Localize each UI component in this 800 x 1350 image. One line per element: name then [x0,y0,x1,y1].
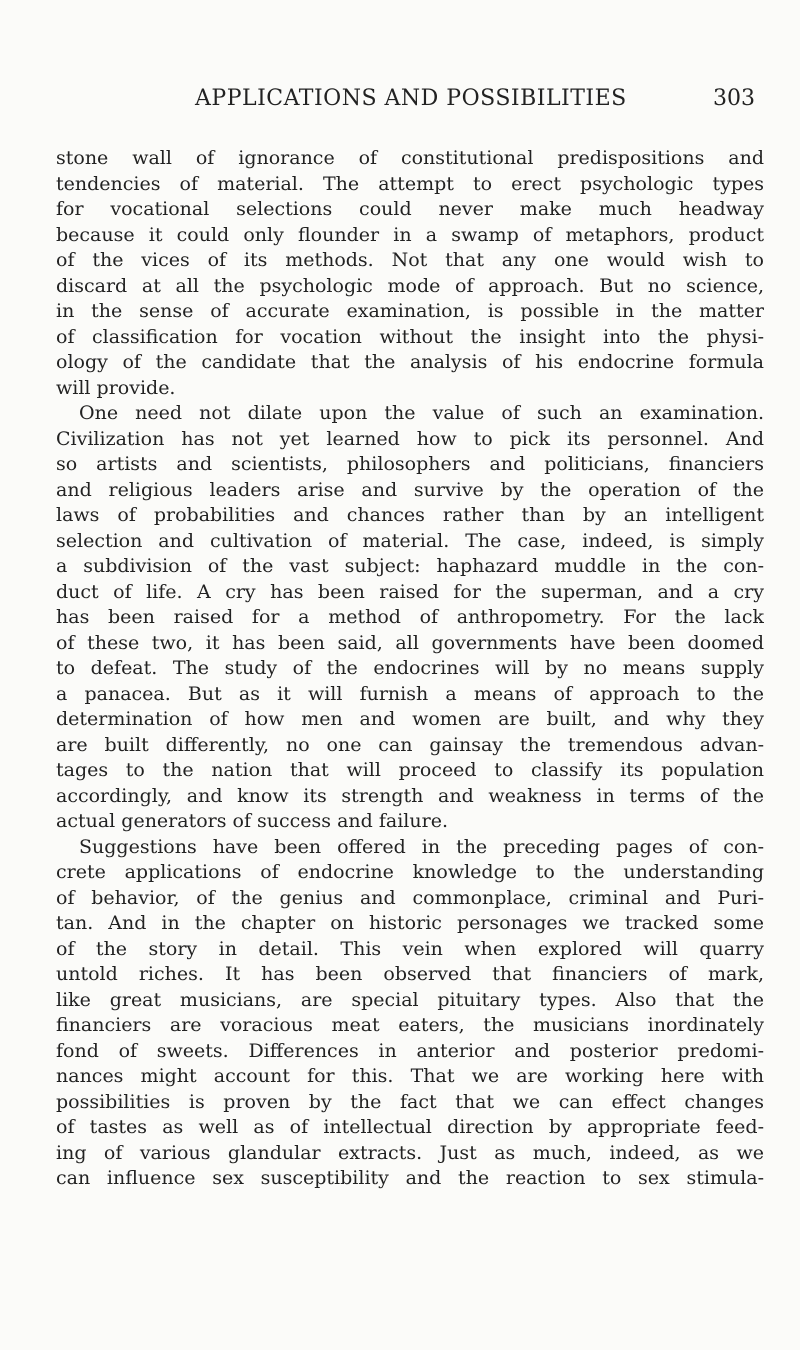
text-line: will provide. [56,376,176,399]
paragraph-1 [56,146,764,401]
text-line: are built differently, no one can gainsay the tremendous advan- [56,733,764,756]
text-line: for vocational selections could never make much headway [56,198,764,220]
text-line: of behavior, of the genius and commonplace, criminal and Puri- [56,886,764,909]
text-line: and religious leaders arise and survive by the operation of the [56,478,764,501]
text-line: actual generators of success and failure. [56,810,448,832]
text-line: has been raised for a method of anthropometry. For the lack [56,606,764,628]
text-line: ing of various glandular extracts. Just as much, indeed, as we [56,1141,764,1164]
text-line: discard at all the psychologic mode of approach. But no science, [56,274,764,297]
text-line: stone wall of ignorance of constitutional predispositions and [56,147,764,169]
text-line: nances might account for this. That we are working here with [56,1065,764,1087]
text-line: Civilization has not yet learned how to pick its personnel. And [56,427,764,450]
text-line: One need not dilate upon the value of such an examination. [79,402,764,424]
page-number: 303 [713,86,755,111]
text-line: Suggestions have been offered in the preceding pages of con- [79,835,764,858]
text-line: laws of probabilities and chances rather than by an intelligent [56,504,764,526]
text-line: of the vices of its methods. Not that any one would wish to [56,249,764,271]
text-line: to defeat. The study of the endocrines will by no means supply [56,657,764,679]
text-line: crete applications of endocrine knowledge to the understanding [56,861,764,883]
paragraph-2 [56,401,764,835]
text-line: because it could only flounder in a swamp of metaphors, product [56,223,764,246]
text-line: like great musicians, are special pituitary types. Also that the [56,988,764,1011]
text-line: in the sense of accurate examination, is possible in the matter [56,300,764,322]
text-line: ology of the candidate that the analysis of his endocrine formula [56,351,764,373]
text-line: tages to the nation that will proceed to classify its population [56,759,764,781]
running-title: APPLICATIONS AND POSSIBILITIES [195,86,627,111]
text-line: determination of how men and women are built, and why they [56,708,764,730]
body-text [56,146,764,1192]
text-line: financiers are voracious meat eaters, the musicians inordinately [56,1014,764,1036]
text-line: a panacea. But as it will furnish a means of approach to the [56,682,764,705]
text-line: accordingly, and know its strength and weakness in terms of the [56,784,764,807]
text-line: so artists and scientists, philosophers and politicians, financiers [56,453,764,475]
text-line: untold riches. It has been observed that financiers of mark, [56,963,764,985]
text-line: of these two, it has been said, all governments have been doomed [56,631,764,654]
text-line: a subdivision of the vast subject: haphazard muddle in the con- [56,555,764,577]
text-line: duct of life. A cry has been raised for the superman, and a cry [56,580,764,603]
text-line: fond of sweets. Differences in anterior and posterior predomi- [56,1039,764,1062]
paragraph-3 [56,835,764,1192]
text-line: possibilities is proven by the fact that we can effect changes [56,1090,764,1113]
text-line: can influence sex susceptibility and the reaction to sex stimula- [56,1167,764,1189]
running-head [195,86,755,126]
text-line: tan. And in the chapter on historic personages we tracked some [56,912,764,934]
text-line: selection and cultivation of material. The case, indeed, is simply [56,529,764,552]
text-line: of tastes as well as of intellectual direction by appropriate feed- [56,1116,764,1138]
text-line: of the story in detail. This vein when explored will quarry [56,937,764,960]
text-line: of classification for vocation without the insight into the physi- [56,325,764,348]
text-line: tendencies of material. The attempt to erect psychologic types [56,172,764,195]
